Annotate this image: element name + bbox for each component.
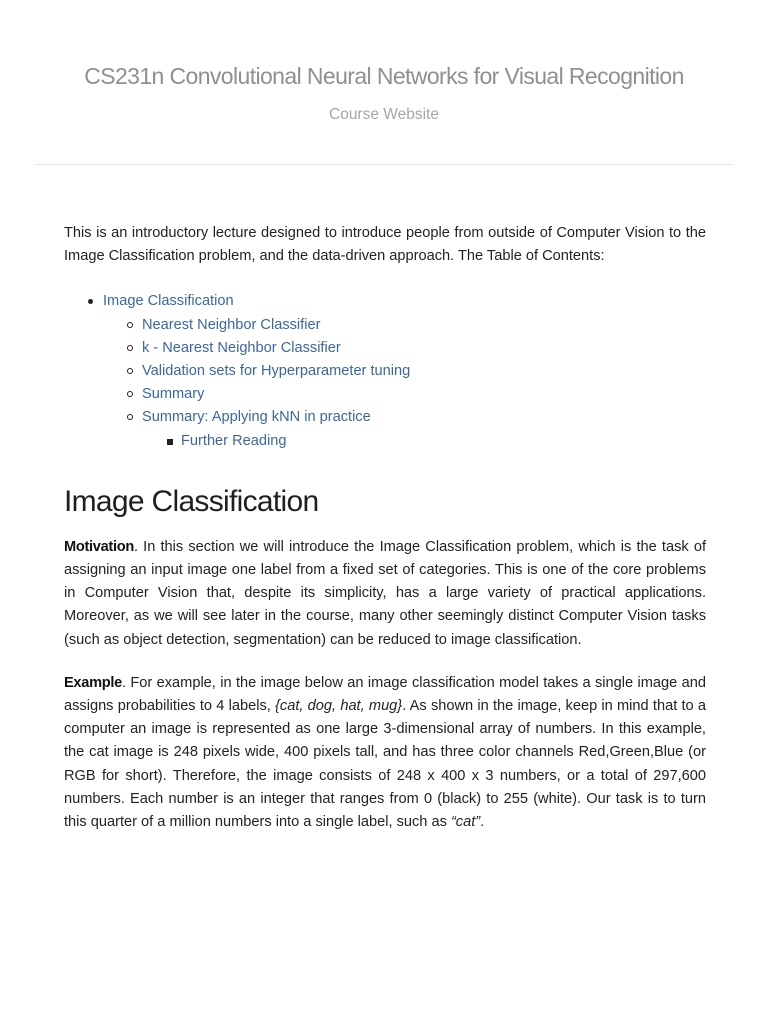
motivation-text: . In this section we will introduce the Image Classification problem, which is the task of assigning an input image one label from a fixed set of categories. This is one of the core problems in Computer Vision that, despite its simplicity, has a large variety of practical applications. Moreover, as we will see later in the course, many other seemingly distinct Computer Vision tasks (such as object detection, segmentation) can be reduced to image classification. <box>64 538 706 648</box>
example-labels: {cat, dog, hat, mug} <box>275 698 403 715</box>
toc-link-summary-knn[interactable]: Summary: Applying kNN in practice <box>142 409 371 426</box>
example-text-1: . For example, in the image below an image classification model takes a single image and assigns probabilities to 4 labels, <box>64 674 706 715</box>
toc-item <box>103 383 706 406</box>
site-header <box>34 0 734 165</box>
toc-link-summary[interactable]: Summary <box>142 386 205 403</box>
toc-link-knn[interactable]: k - Nearest Neighbor Classifier <box>142 339 341 356</box>
section-heading: Image Classification <box>64 484 319 518</box>
toc-sublist <box>103 314 706 453</box>
motivation-lead: Motivation <box>64 538 134 555</box>
toc-item <box>142 430 706 453</box>
toc-link-image-classification[interactable]: Image Classification <box>103 293 234 310</box>
toc-item <box>64 290 706 452</box>
toc-link-validation[interactable]: Validation sets for Hyperparameter tuning <box>142 363 411 380</box>
site-title-link[interactable]: CS231n Convolutional Neural Networks for Visual Recognition <box>84 63 684 89</box>
course-website-link[interactable]: Course Website <box>329 106 439 123</box>
toc-item <box>103 360 706 383</box>
toc-item <box>103 337 706 360</box>
example-cat-label: “cat” <box>450 814 481 831</box>
toc-item <box>103 406 706 452</box>
toc-subsublist <box>142 430 706 453</box>
main-content <box>64 222 706 834</box>
toc-item <box>103 314 706 337</box>
toc-link-nearest-neighbor[interactable]: Nearest Neighbor Classifier <box>142 316 321 333</box>
example-end: . <box>480 814 485 831</box>
table-of-contents <box>64 290 706 452</box>
example-lead: Example <box>64 674 122 691</box>
example-paragraph <box>64 672 706 834</box>
intro-paragraph: This is an introductory lecture designed to introduce people from outside of Computer Vision to the Image Classification problem, and the data-driven approach. The Table of Contents: <box>64 225 706 265</box>
toc-link-further-reading[interactable]: Further Reading <box>181 432 287 449</box>
motivation-paragraph <box>64 536 706 652</box>
example-text-2: . As shown in the image, keep in mind that to a computer an image is represented as one large 3-dimensional array of numbers. In this example, the cat image is 248 pixels wide, 400 pixels tall, and has three color channels Red,Green,Blue (or RGB for short). Therefore, the image consists of 248 x 400 x 3 numbers, or a total of 297,600 numbers. Each number is an integer that ranges from 0 (black) to 255 (white). Our task is to turn this quarter of a million numbers into a single label, such as <box>64 698 707 831</box>
